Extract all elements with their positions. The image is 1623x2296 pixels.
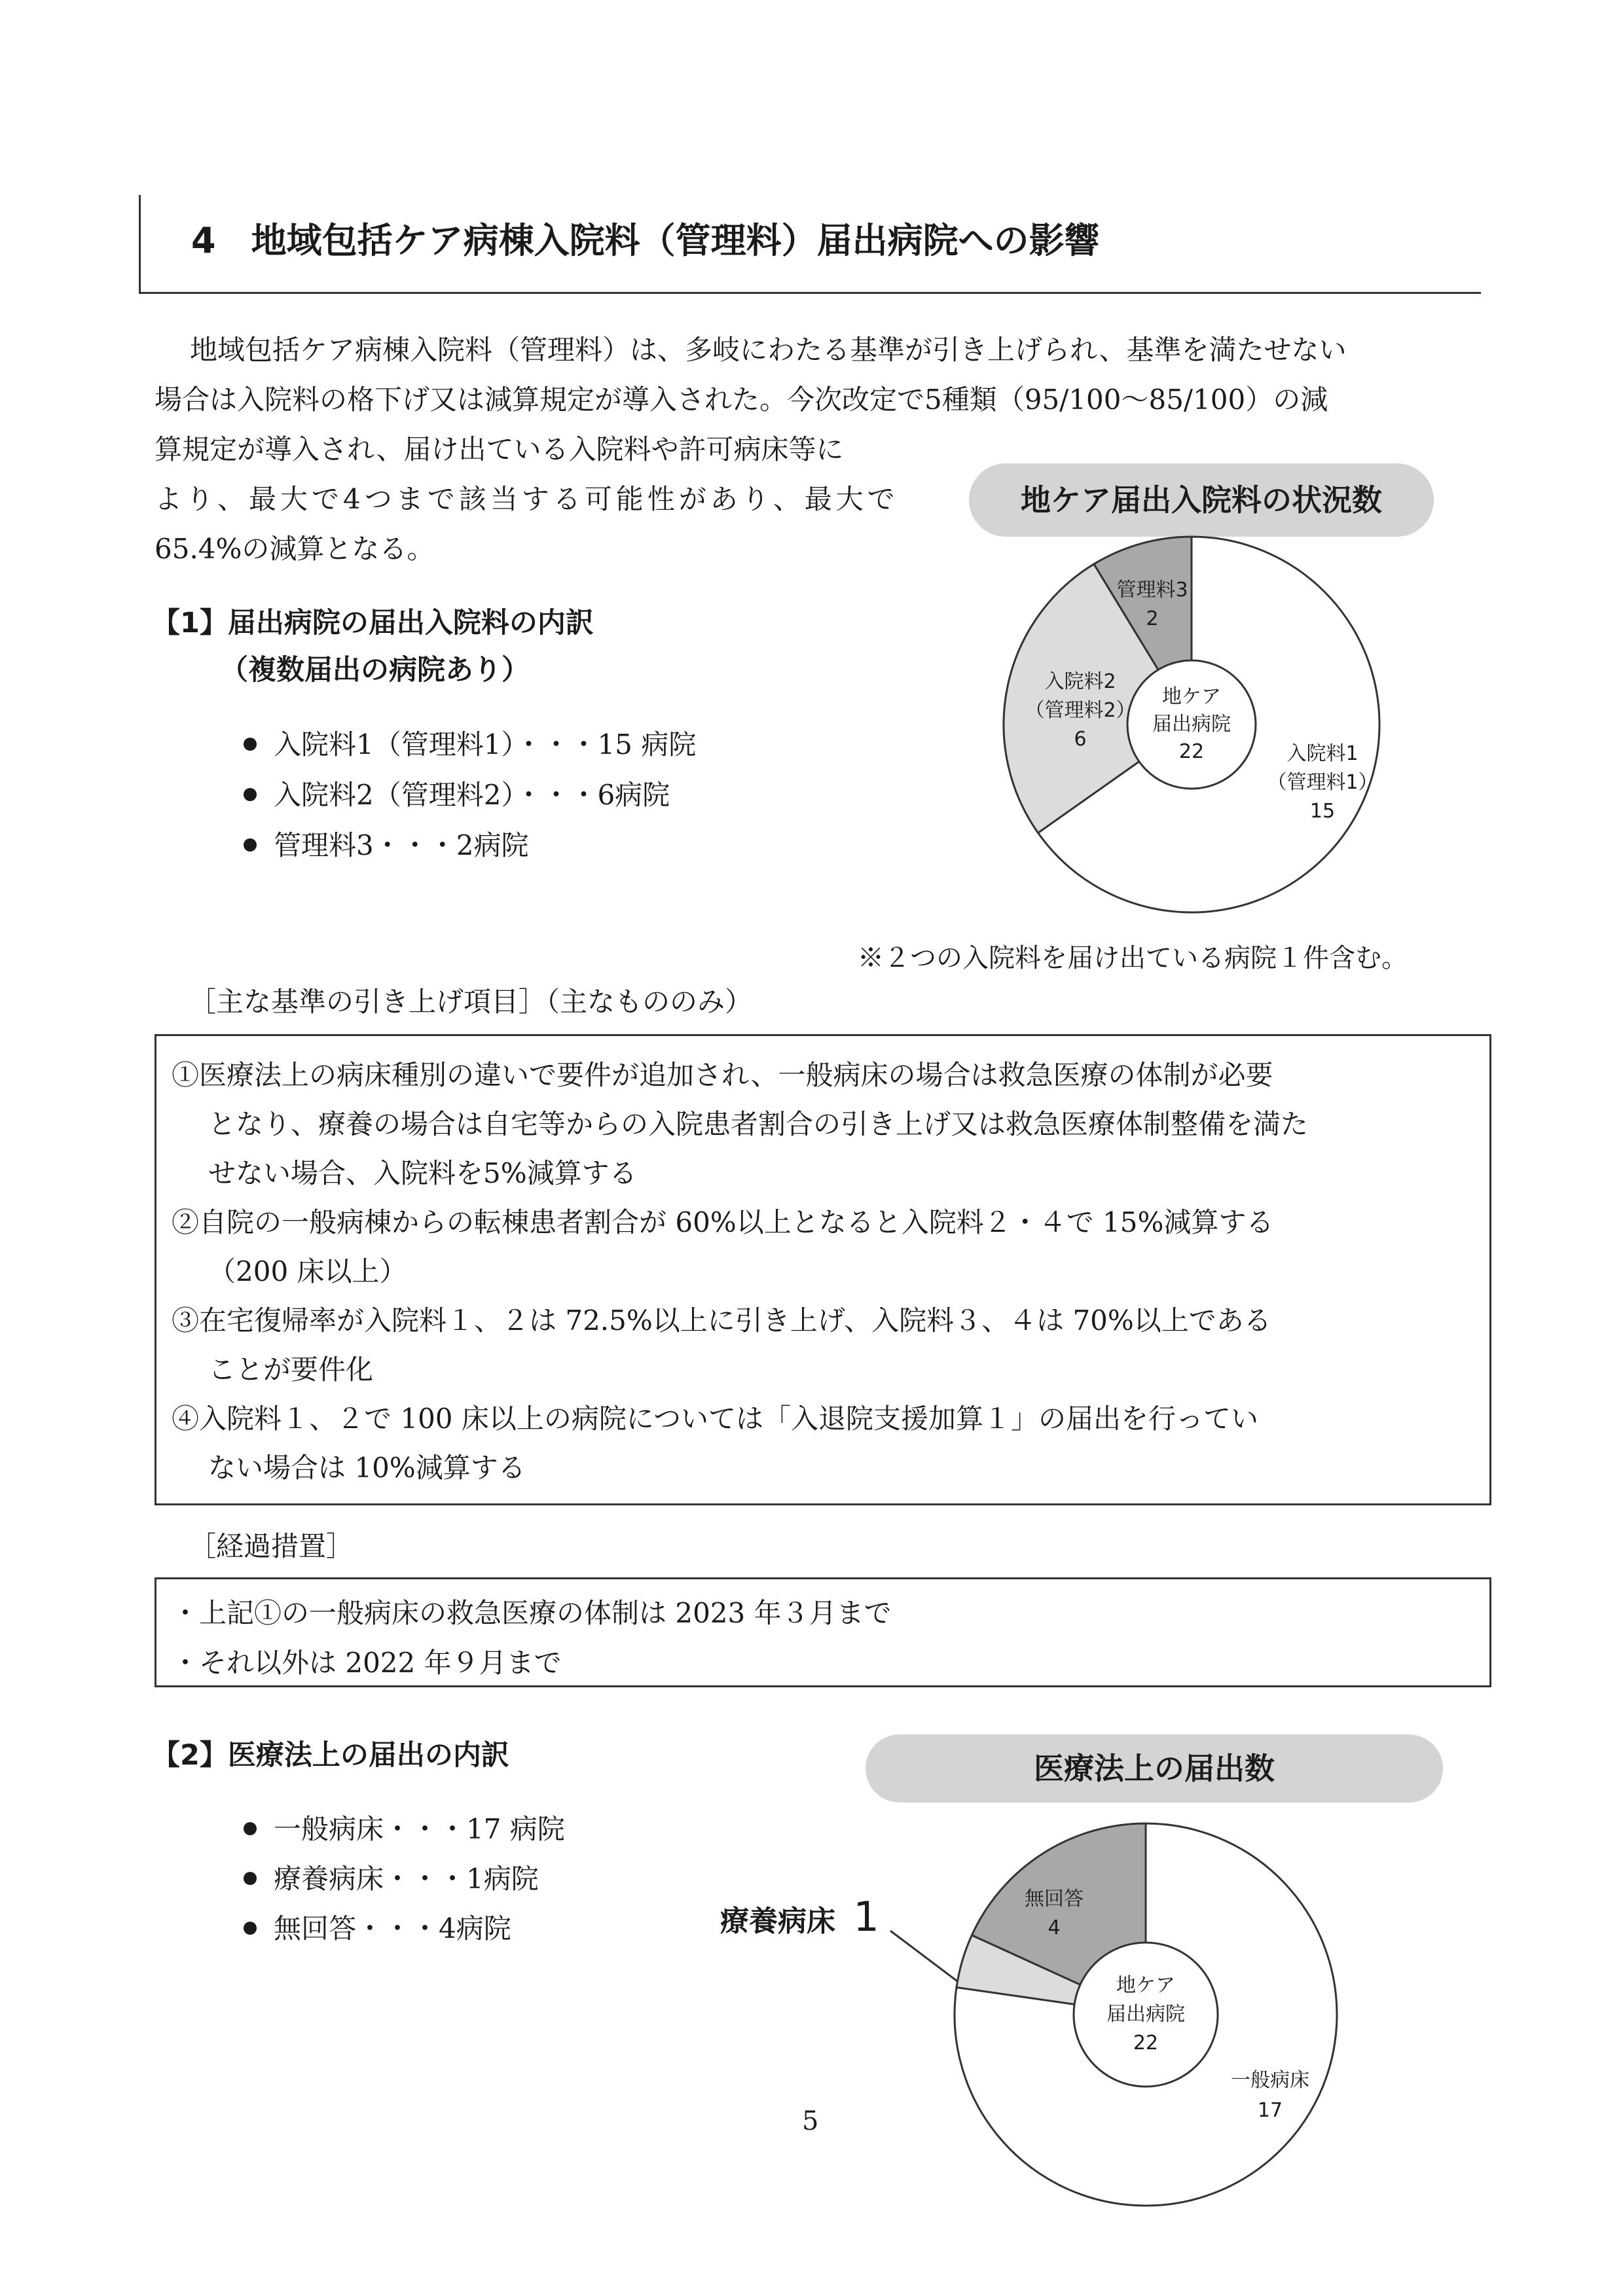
center-label-line: 地ケア — [1162, 685, 1221, 708]
slice-label-value: 2 — [1146, 607, 1159, 630]
bullet-dot — [244, 1922, 257, 1935]
part1-subheading: （複数届出の病院あり） — [220, 654, 530, 687]
chart1-footnote: ※２つの入院料を届け出ている病院１件含む。 — [858, 943, 1408, 973]
part2-bullet-1 — [244, 1808, 565, 1847]
bullet-text: 入院料2（管理料2）・・・6病院 — [274, 779, 670, 811]
page-number: 5 — [802, 2106, 819, 2136]
intro-line-4: より、最大で4つまで該当する可能性があり、最大で — [155, 483, 899, 515]
center-label-line: 届出病院 — [1152, 713, 1231, 736]
slice-label-name: 無回答 — [1025, 1888, 1084, 1910]
transition-line-1: ・上記①の一般病床の救急医療の体制は 2023 年３月まで — [172, 1597, 892, 1629]
slice-label-value: 15 — [1309, 800, 1336, 823]
center-label-line: 届出病院 — [1106, 2003, 1185, 2026]
intro-line-3: 算規定が導入され、届け出ている入院料や許可病床等に — [155, 433, 844, 465]
bullet-text: 入院料1（管理料1）・・・15 病院 — [274, 728, 697, 761]
bullet-text: 一般病床・・・17 病院 — [274, 1813, 565, 1845]
chart2-callout — [720, 1893, 879, 1941]
criteria-line-3: せない場合、入院料を5%減算する — [208, 1157, 637, 1189]
slice-label-value: 17 — [1257, 2099, 1283, 2122]
criteria-line-1: ①医療法上の病床種別の違いで要件が追加され、一般病床の場合は救急医療の体制が必要 — [172, 1059, 1273, 1091]
heading-rule-vertical — [139, 195, 141, 293]
part1-bullet-1 — [244, 723, 696, 762]
slice-label-sub: （管理料2） — [1025, 699, 1136, 722]
part1-heading: 【1】届出病院の届出入院料の内訳 — [152, 607, 594, 639]
criteria-line-2: となり、療養の場合は自宅等からの入院患者割合の引き上げ又は救急医療体制整備を満た — [208, 1108, 1309, 1140]
criteria-line-8: ④入院料１、２で 100 床以上の病院については「入退院支援加算１」の届出を行ってい — [172, 1403, 1259, 1435]
center-label-line: 地ケア — [1116, 1974, 1175, 1997]
criteria-line-7: ことが要件化 — [208, 1354, 374, 1386]
transition-label: ［経過措置］ — [189, 1530, 354, 1562]
chart2-center-label — [1087, 1971, 1205, 2058]
slice-label-name: 入院料1 — [1286, 742, 1359, 765]
slice-label-value: 6 — [1074, 728, 1087, 751]
center-label-value: 22 — [1178, 740, 1205, 763]
slice-label-sub: （管理料1） — [1267, 771, 1378, 794]
slice-label-value: 4 — [1048, 1916, 1061, 1939]
chart1-title: 地ケア届出入院料の状況数 — [969, 463, 1434, 537]
part2-heading: 【2】医療法上の届出の内訳 — [152, 1739, 509, 1772]
intro-line-5: 65.4%の減算となる。 — [155, 533, 435, 565]
callout-label: 療養病床 — [720, 1905, 835, 1938]
bullet-dot — [244, 1822, 257, 1835]
part1-bullet-3 — [244, 824, 528, 863]
intro-line-1: 地域包括ケア病棟入院料（管理料）は、多岐にわたる基準が引き上げられ、基準を満たせない — [190, 334, 1347, 366]
part2-bullet-3 — [244, 1907, 511, 1946]
part1-bullet-2 — [244, 774, 670, 813]
criteria-line-4: ②自院の一般病棟からの転棟患者割合が 60%以上となると入院料２・４で 15%減算する — [172, 1206, 1274, 1238]
chart2-label-muka — [1002, 1885, 1106, 1943]
heading-rule-horizontal — [139, 292, 1481, 294]
transition-line-2: ・それ以外は 2022 年９月まで — [172, 1647, 562, 1679]
criteria-line-6: ③在宅復帰率が入院料１、２は 72.5%以上に引き上げ、入院料３、４は 70%以上である — [172, 1304, 1271, 1336]
bullet-dot — [244, 1872, 257, 1885]
bullet-dot — [244, 838, 257, 852]
bullet-text: 無回答・・・4病院 — [274, 1912, 511, 1945]
slice-label-name: 管理料3 — [1116, 579, 1188, 601]
bullet-text: 管理料3・・・2病院 — [274, 829, 529, 861]
slice-label-name: 一般病床 — [1231, 2069, 1309, 2092]
bullet-text: 療養病床・・・1病院 — [274, 1863, 539, 1895]
callout-value: 1 — [853, 1893, 879, 1941]
intro-line-2: 場合は入院料の格下げ又は減算規定が導入された。今次改定で5種類（95/100〜85/100）の減 — [155, 384, 1328, 416]
criteria-line-9: ない場合は 10%減算する — [208, 1452, 526, 1484]
criteria-line-5: （200 床以上） — [208, 1255, 407, 1287]
chart1-label-nyuin1 — [1250, 740, 1395, 826]
bullet-dot — [244, 788, 257, 801]
center-label-value: 22 — [1133, 2032, 1159, 2054]
chart1-label-kanri3 — [1100, 576, 1205, 634]
chart1-center-label — [1126, 683, 1257, 766]
section-heading: 4 地域包括ケア病棟入院料（管理料）届出病院への影響 — [191, 220, 1100, 261]
chart2-label-ippan — [1205, 2066, 1336, 2126]
slice-label-name: 入院料2 — [1044, 670, 1116, 693]
criteria-label: ［主な基準の引き上げ項目］（主なもののみ） — [189, 986, 753, 1018]
bullet-dot — [244, 738, 257, 751]
chart2-title: 医療法上の届出数 — [866, 1734, 1443, 1803]
part2-bullet-2 — [244, 1857, 539, 1897]
